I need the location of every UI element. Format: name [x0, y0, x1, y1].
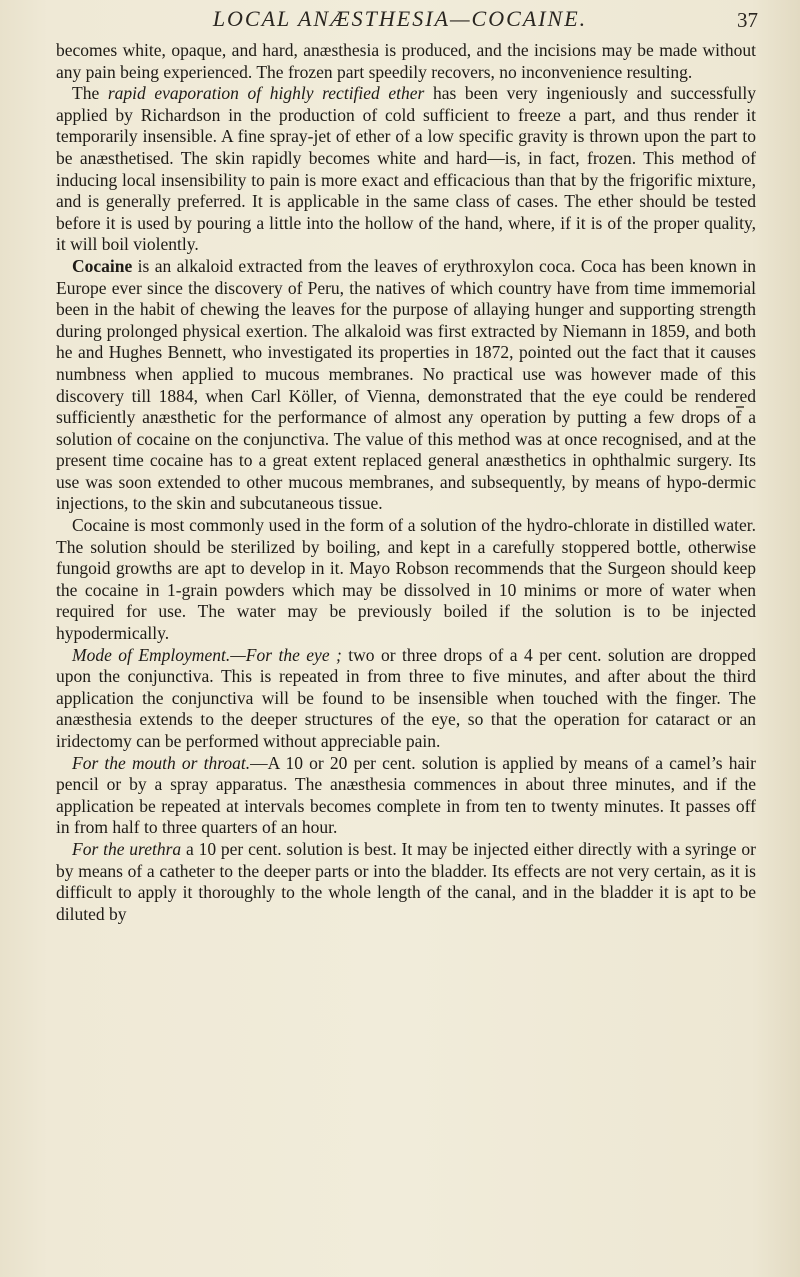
- paragraph-text: —A 10 or 20 per cent. solution is applied by means of a camel’s hair pencil or by a spray apparatus. The anæsthesia commences in about three minutes, and if the application be repeated at intervals becomes complete in from ten to twenty minutes. It passes off in from half to three quarters of an hour.: [56, 752, 757, 838]
- paragraph-solution: [56, 515, 756, 645]
- paragraph-lead: The: [72, 83, 108, 104]
- italic-heading: For the mouth or throat.: [72, 752, 251, 773]
- body-text: [56, 40, 756, 925]
- paragraph-eye: [56, 645, 756, 753]
- italic-heading: Mode of Employment.—For the eye ;: [72, 644, 342, 665]
- bold-heading: Cocaine: [72, 255, 133, 276]
- paragraph-text: has been very ingeniously and successfully applied by Richardson in the production of cold sufficient to freeze a part, and thus render it temporarily insensible. A fine spray-jet of ether of a low specific gravity is thrown upon the part to be anæsthetised. The skin rapidly becomes white and hard—is, in fact, frozen. This method of inducing local insensibility to pain is more exact and efficacious than that by the frigorific mixture, and is generally preferred. It is applicable in the same class of cases. The ether should be tested before it is used by pouring a little into the hollow of the hand, where, if it is of the proper quality, it will boil violently.: [56, 83, 756, 255]
- paragraph-cocaine: [56, 256, 756, 515]
- paragraph-mouth-throat: [56, 753, 756, 839]
- italic-heading: For the urethra: [72, 838, 182, 859]
- paragraph-text: is an alkaloid extracted from the leaves of erythroxylon coca. Coca has been known in Europe ever since the discovery of Peru, the natives of which country have from time immemorial been in the habit of chewing the leaves for the purpose of allaying hunger and supporting strength during prolonged physical exertion. The alkaloid was first extracted by Niemann in 1859, and both he and Hughes Bennett, who investigated its properties in 1872, pointed out the fact that it causes numbness when applied to mucous membranes. No practical use was however made of this discovery till 1884, when Carl Köller, of Vienna, demonstrated that the eye could be rendered sufficiently anæsthetic for the performance of almost any operation by putting a few drops of a solution of cocaine on the conjunctiva. The value of this method was at once recognised, and at the present time cocaine has to a great extent replaced general anæsthetics in ophthalmic surgery. Its use was soon extended to other mucous membranes, and subsequently, by means of hypo-dermic injections, to the skin and subcutaneous tissue.: [56, 255, 756, 514]
- paragraph-text: two or three drops of a 4 per cent. solution are dropped upon the conjunctiva. This is repeated in from three to five minutes, and after about the third application the conjunctiva will be found to be insensible when touched with the finger. The anæsthesia extends to the deeper structures of the eye, so that the operation for cataract or an iridectomy can be performed without appreciable pain.: [56, 644, 756, 751]
- running-head: [0, 6, 800, 36]
- paragraph-continuation: [56, 40, 756, 83]
- paragraph-text: Cocaine is most commonly used in the form of a solution of the hydro-chlorate in distilled water. The solution should be sterilized by boiling, and kept in a carefully stoppered bottle, otherwise fungoid growths are apt to develop in it. Mayo Robson recommends that the Surgeon should keep the cocaine in 1-grain powders which may be dissolved in 10 minims or more of water when required for use. The water may be previously boiled if the solution is to be injected hypodermically.: [56, 515, 756, 644]
- paragraph-text: a 10 per cent. solution is best. It may be injected either directly with a syringe or by means of a catheter to the deeper parts or into the bladder. Its effects are not very certain, as it is difficult to apply it thoroughly to the whole length of the canal, and in the bladder it is apt to be diluted by: [56, 838, 756, 924]
- page-number: 37: [737, 8, 758, 32]
- paragraph-urethra: [56, 839, 756, 925]
- italic-phrase: rapid evaporation of highly rectified ether: [107, 83, 425, 104]
- running-title: LOCAL ANÆSTHESIA—COCAINE.: [212, 6, 588, 31]
- paragraph-text: becomes white, opaque, and hard, anæsthesia is produced, and the incisions may be made without any pain being experienced. The frozen part speedily recovers, no inconvenience resulting.: [56, 40, 756, 82]
- paragraph-ether-spray: [56, 83, 756, 256]
